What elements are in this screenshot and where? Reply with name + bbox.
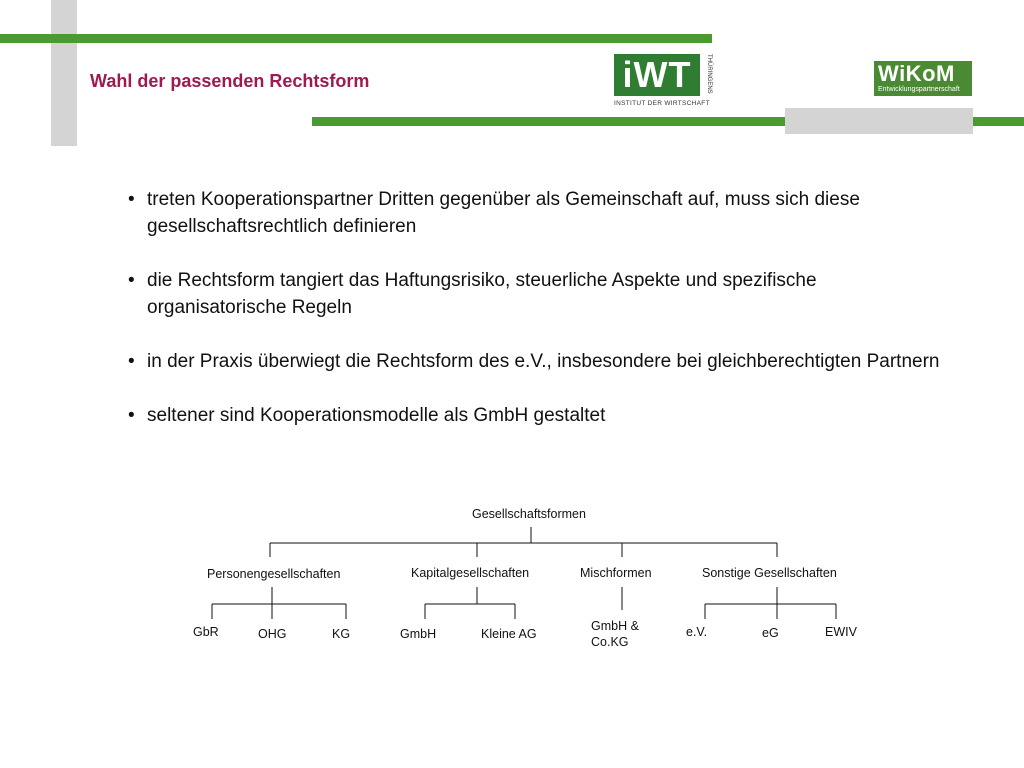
bullet-text: treten Kooperationspartner Dritten gegenüber als Gemeinschaft auf, muss sich diese gesellschaftsrechtlich definieren xyxy=(147,189,860,237)
wikom-logo-subtitle: Entwicklungspartnerschaft xyxy=(878,86,960,93)
org-node-group: Sonstige Gesellschaften xyxy=(702,566,837,580)
org-node-group: Kapitalgesellschaften xyxy=(411,566,530,580)
decorative-green-bar-top xyxy=(0,34,712,43)
iwt-logo-subtitle: INSTITUT DER WIRTSCHAFT xyxy=(614,100,710,107)
bullet-marker: • xyxy=(128,405,135,426)
org-node-leaf: OHG xyxy=(258,627,287,641)
bullet-list xyxy=(128,186,948,456)
org-node-leaf: GbR xyxy=(193,625,219,639)
bullet-text: die Rechtsform tangiert das Haftungsrisiko, steuerliche Aspekte und spezifische organisatorische Regeln xyxy=(147,270,817,318)
decorative-gray-bar-left xyxy=(51,0,77,146)
bullet-item xyxy=(128,186,948,240)
decorative-gray-bar-right xyxy=(785,108,973,134)
iwt-logo-side-text: THÜRINGENS xyxy=(706,54,712,94)
org-node-root: Gesellschaftsformen xyxy=(472,507,586,521)
wikom-logo xyxy=(874,61,972,96)
page-title: Wahl der passenden Rechtsform xyxy=(90,71,370,91)
wikom-logo-name: WiKoM xyxy=(878,61,955,86)
org-node-leaf: EWIV xyxy=(825,625,857,639)
iwt-logo-letters: iWT xyxy=(614,54,700,96)
bullet-item xyxy=(128,348,948,375)
bullet-marker: • xyxy=(128,270,135,291)
org-node-leaf: GmbH & Co.KG xyxy=(591,619,639,649)
org-node-leaf: e.V. xyxy=(686,625,708,639)
bullet-item xyxy=(128,267,948,321)
bullet-text: in der Praxis überwiegt die Rechtsform des e.V., insbesondere bei gleichberechtigten Partnern xyxy=(147,351,940,372)
org-node-group: Mischformen xyxy=(580,566,652,580)
org-node-leaf: Kleine AG xyxy=(481,627,537,641)
org-node-leaf: GmbH xyxy=(400,627,437,641)
bullet-item xyxy=(128,402,948,429)
iwt-logo xyxy=(612,54,714,110)
bullet-marker: • xyxy=(128,189,135,210)
org-node-leaf: KG xyxy=(332,627,351,641)
bullet-marker: • xyxy=(128,351,135,372)
bullet-text: seltener sind Kooperationsmodelle als GmbH gestaltet xyxy=(147,405,606,426)
org-node-group: Personengesellschaften xyxy=(207,567,341,581)
org-node-leaf: eG xyxy=(762,626,779,640)
